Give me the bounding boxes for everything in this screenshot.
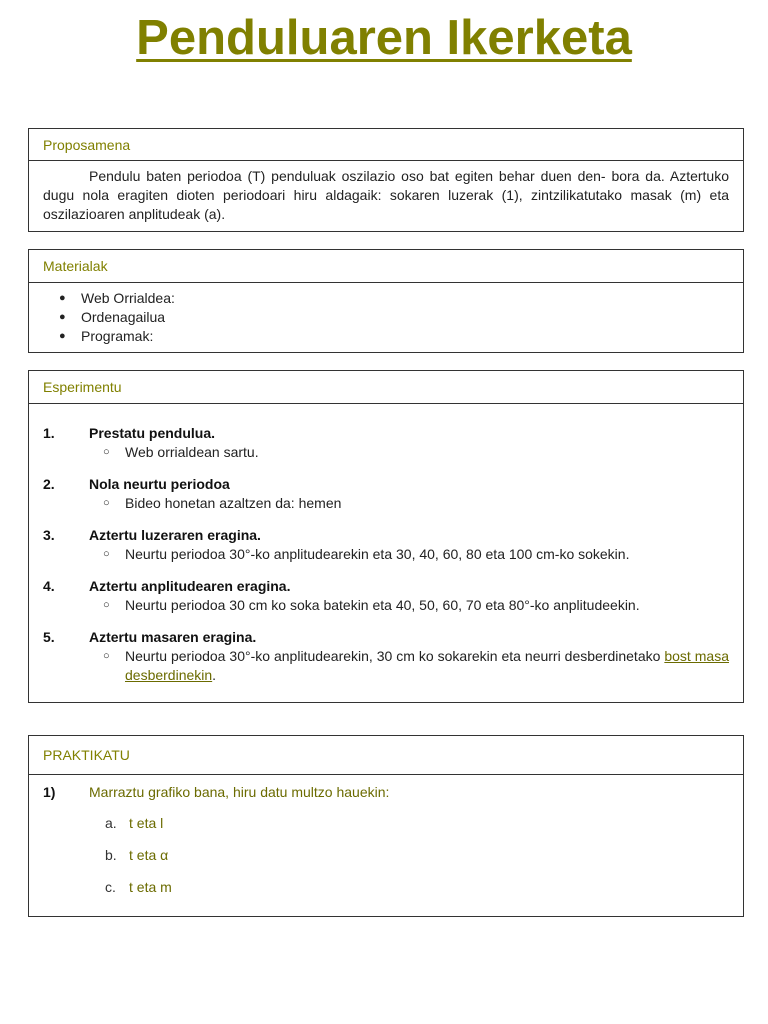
esperimentu-header: Esperimentu [29,371,743,404]
list-item: a. t eta l [105,815,164,831]
step-detail: Bideo honetan azaltzen da: hemen [125,495,342,511]
step-detail: Neurtu periodoa 30°-ko anplitudearekin eta 30, 40, 60, 80 eta 100 cm-ko sokekin. [125,546,630,562]
list-item: b. t eta α [105,847,169,863]
circle-bullet-icon: ○ [103,497,110,509]
circle-bullet-icon: ○ [103,599,110,611]
bullet-icon: ● [59,330,66,342]
praktikatu-header: PRAKTIKATU [29,736,743,775]
step-number: 4. [43,578,55,594]
circle-bullet-icon: ○ [103,446,110,458]
step-number: 1. [43,425,55,441]
step-title: Aztertu luzeraren eragina. [89,527,261,543]
step-detail: Neurtu periodoa 30 cm ko soka batekin eta 40, 50, 60, 70 eta 80°-ko anplitudeekin. [125,597,640,613]
materialak-header: Materialak [29,250,743,283]
step-number: 2. [43,476,55,492]
circle-bullet-icon: ○ [103,650,110,662]
bullet-icon: ● [59,311,66,323]
step-3 [43,526,729,564]
materialak-list [29,289,743,346]
list-item: ● Ordenagailua [59,309,166,325]
proposamena-text: Pendulu baten periodoa (T) penduluak oszilazio oso bat egiten behar duen den- bora da. Aztertuko dugu nola eragiten dioten periodoari hiru aldagaik: sokaren luzerak (1), zintzilikatutako masak (m) eta oszilazioaren anplitudeak (a). [43,168,729,222]
exercise-text: Marraztu grafiko bana, hiru datu multzo hauekin: [89,784,390,800]
step-2 [43,475,729,513]
step-title: Prestatu pendulua. [89,425,216,441]
proposamena-header: Proposamena [29,129,743,161]
bullet-icon: ● [59,292,66,304]
step-number: 5. [43,629,55,645]
circle-bullet-icon: ○ [103,548,110,560]
esperimentu-section [28,370,744,703]
list-item: ● Web Orrialdea: [59,290,175,306]
step-detail: Web orrialdean sartu. [125,444,259,460]
masa-link[interactable]: bost masa desberdinekin [125,648,729,683]
step-detail: Neurtu periodoa 30°-ko anplitudearekin, 30 cm ko sokarekin eta neurri desberdinetako bost masa desberdinekin. [125,648,729,683]
step-title: Aztertu anplitudearen eragina. [89,578,291,594]
list-item: ● Programak: [59,328,154,344]
exercise-number: 1) [43,784,56,800]
step-1 [43,424,729,462]
step-number: 3. [43,527,55,543]
step-5 [43,628,729,685]
proposamena-section [28,128,744,232]
exercise-sublist [43,814,729,897]
page-title: Penduluaren Ikerketa [136,11,632,65]
praktikatu-section [28,735,744,917]
step-4 [43,577,729,615]
step-title: Nola neurtu periodoa [89,476,230,492]
list-item: c. t eta m [105,879,172,895]
materialak-section [28,249,744,353]
step-title: Aztertu masaren eragina. [89,629,257,645]
